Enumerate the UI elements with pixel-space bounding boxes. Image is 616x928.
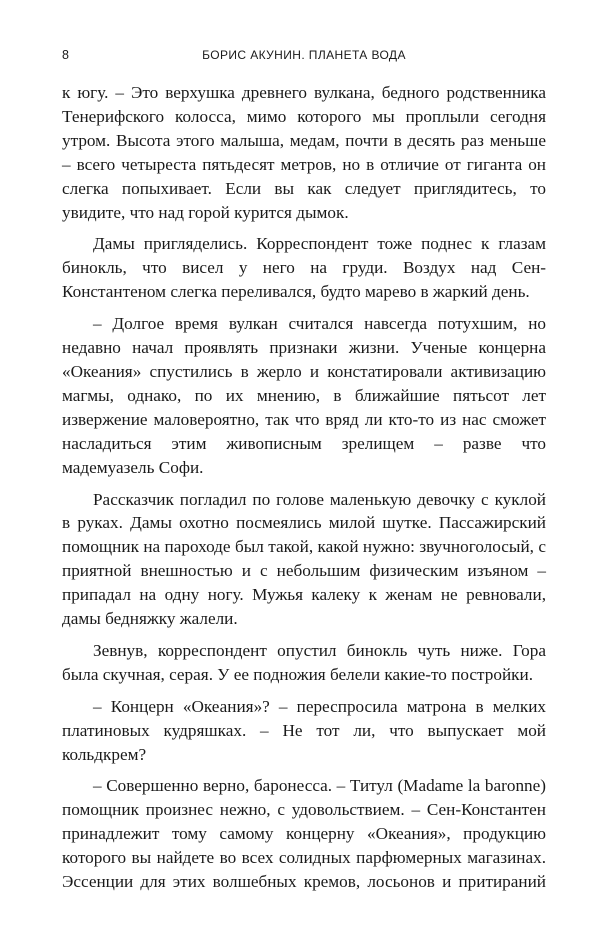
paragraph: – Совершенно верно, баронесса. – Титул (Madame la baronne) помощник произнес нежно, с удовольствием. – Сен-Константен принадлежит тому самому концерну «Океания», продукцию которого вы найдете во всех солидных парфюмерных магазинах. Эссенции для этих волшебных кремов, лосьонов и притираний [62,776,546,892]
paragraph: Рассказчик погладил по голове маленькую девочку с куклой в руках. Дамы охотно посмеялись милой шутке. Пассажирский помощник на пароходе был такой, какой нужно: звучноголосый, с приятной внешностью и с небольшим физическим изъяном – припадал на одну ногу. Мужья калеку к женам не ревновали, дамы бедняжку жалели. [62,489,546,629]
paragraph: – Долгое время вулкан считался навсегда потухшим, но недавно начал проявлять признаки жизни. Ученые концерна «Океания» спустились в жерло и констатировали активизацию магмы, однако, по их мнению, в ближайшие пятьсот лет извержение маловероятно, так что вряд ли кто-то из нас сможет насладиться этим живописным зрелищем – разве что мадемуазель Софи. [62,314,546,477]
page-header [62,48,546,66]
paragraph: – Концерн «Океания»? – переспросила матрона в мелких платиновых кудряшках. – Не тот ли, что выпускает мой кольдкрем? [62,696,546,764]
body-text [62,81,546,902]
page-number: 8 [62,48,70,62]
paragraph: к югу. – Это верхушка древнего вулкана, бедного родственника Тенерифского колосса, мимо которого мы проплыли сегодня утром. Высота этого малыша, медам, почти в десять раз меньше – всего четыреста пятьдесят метров, но в отличие от гиганта он слегка попыхивает. Если вы как следует приглядитесь, то увидите, что над горой курится дымок. [62,83,546,222]
paragraph: Зевнув, корреспондент опустил бинокль чуть ниже. Гора была скучная, серая. У ее подножия белели какие-то постройки. [62,640,546,684]
running-head: БОРИС АКУНИН. ПЛАНЕТА ВОДА [202,48,406,62]
paragraph: Дамы пригляделись. Корреспондент тоже поднес к глазам бинокль, что висел у него на груди. Воздух над Сен-Константеном слегка переливался, будто марево в жаркий день. [62,234,546,302]
